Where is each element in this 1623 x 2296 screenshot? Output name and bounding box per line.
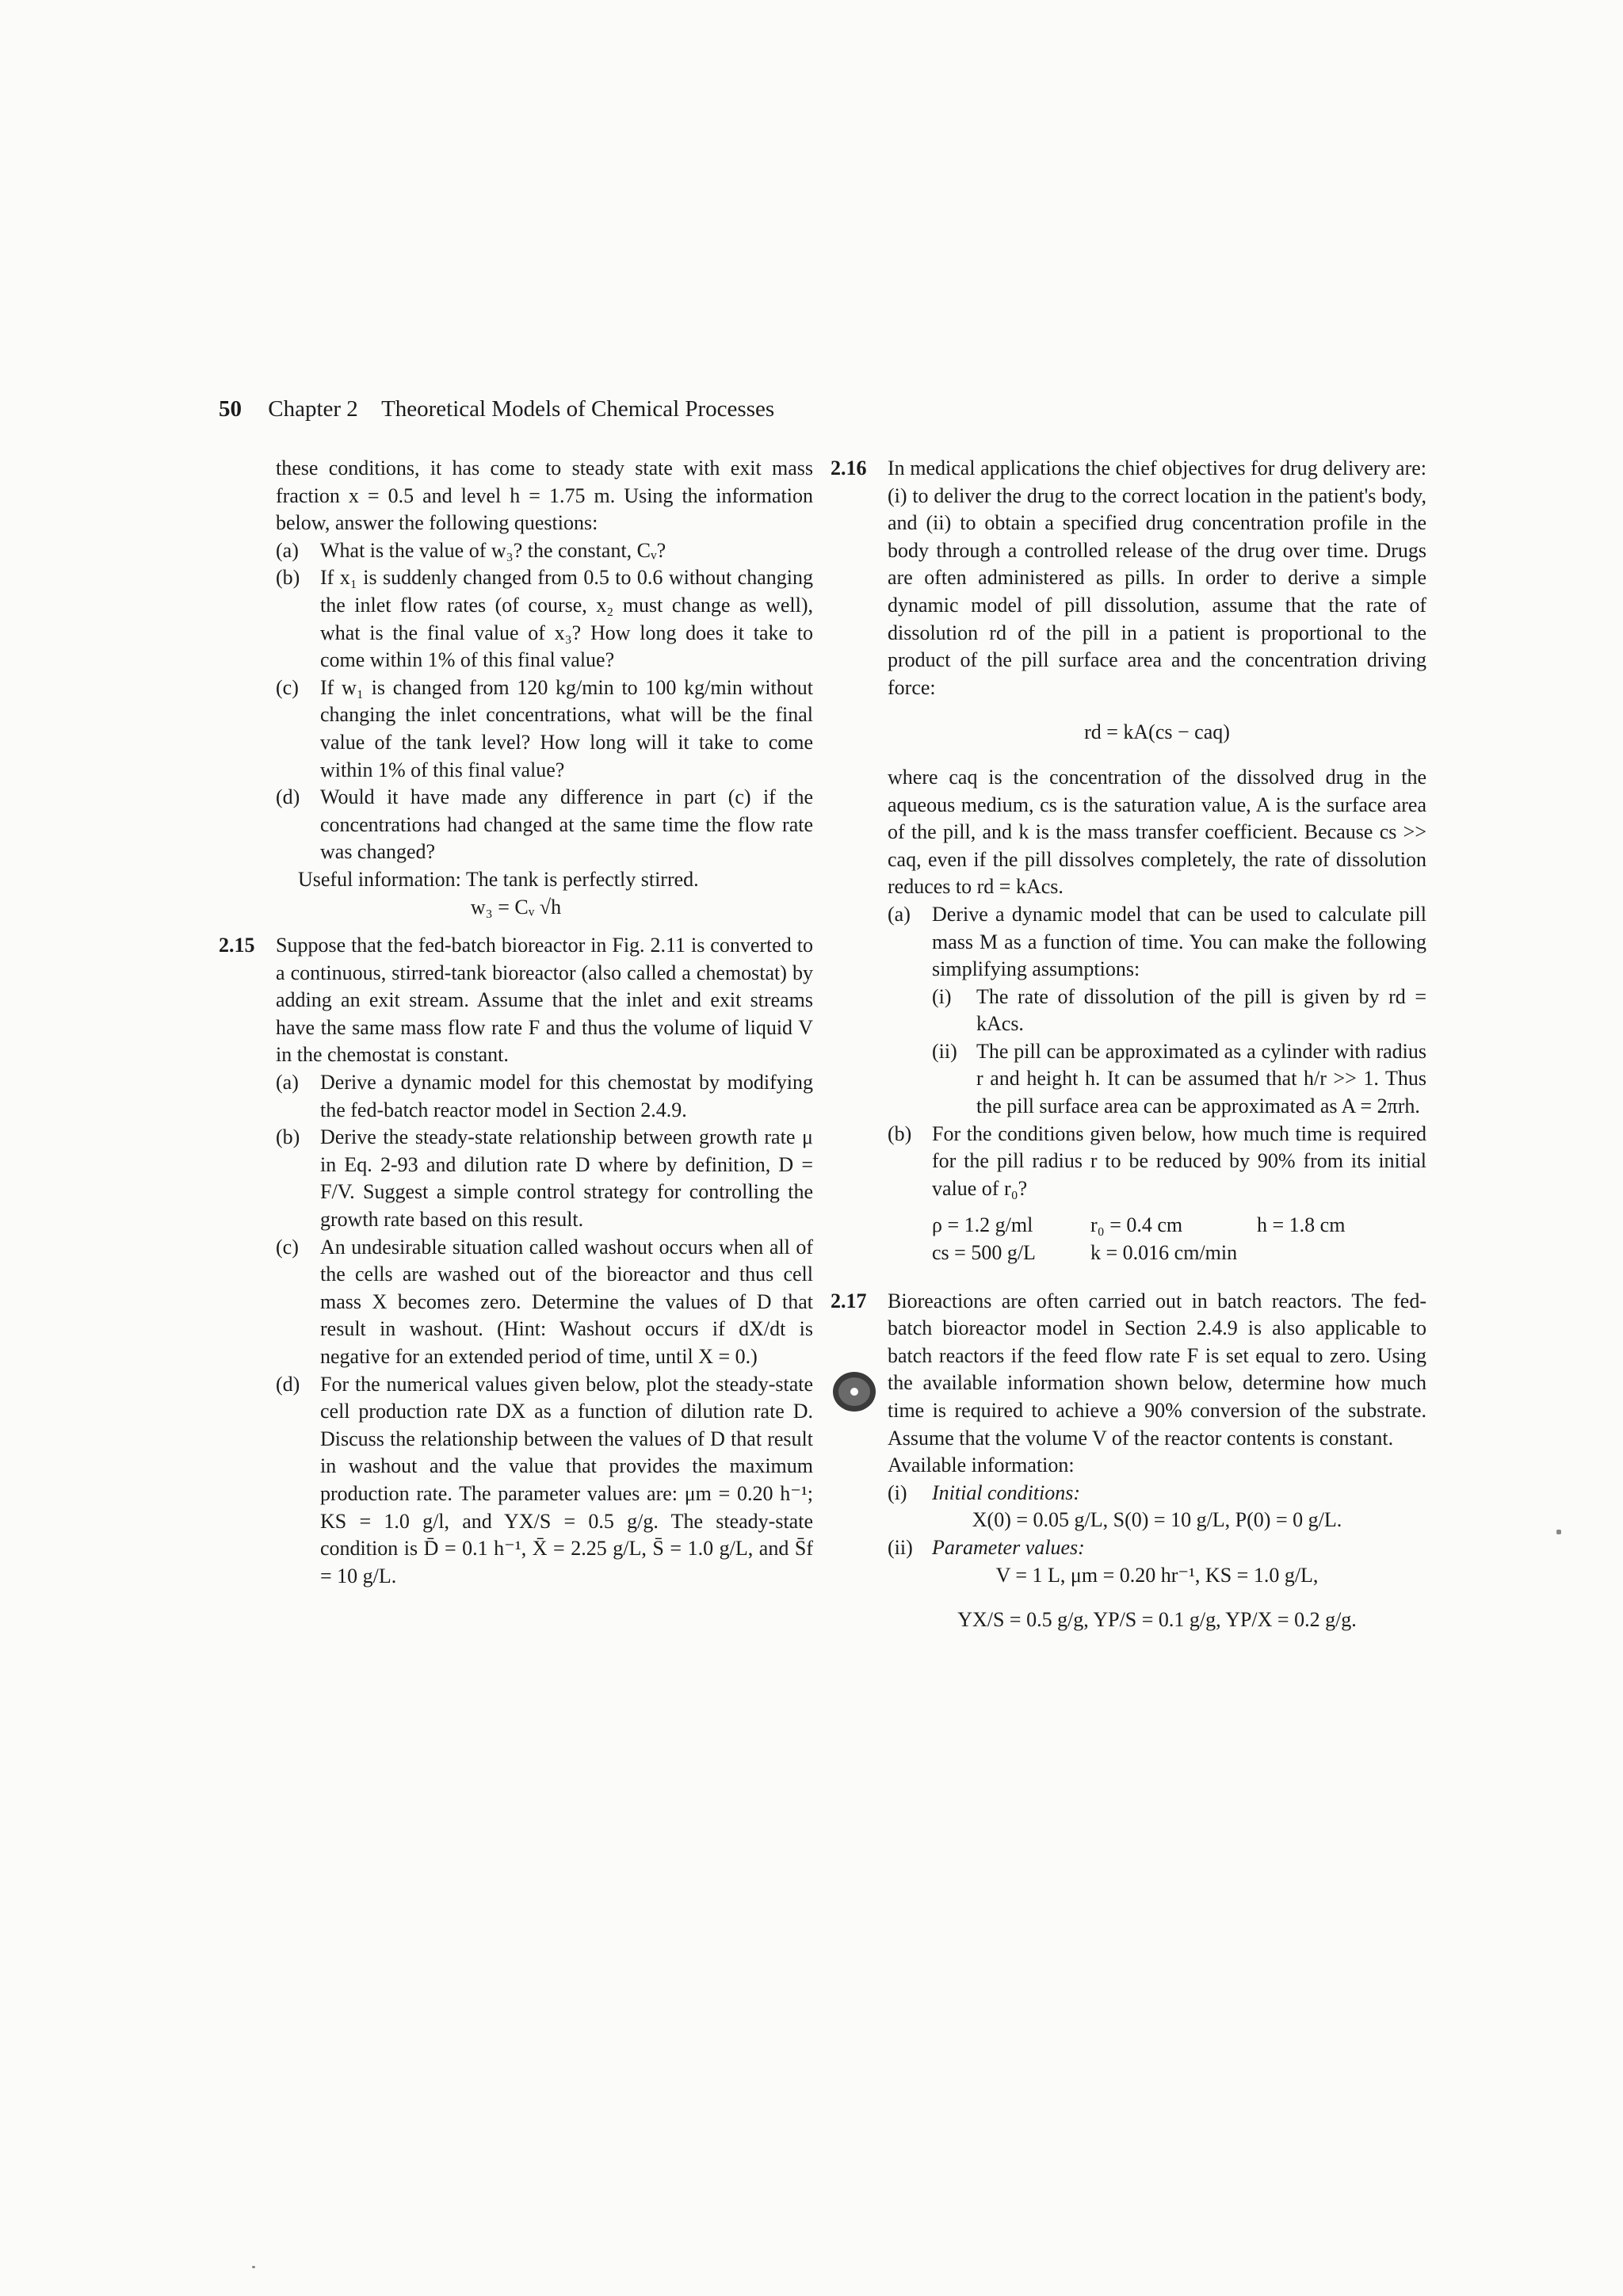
part-a: (a) Derive a dynamic model that can be used to calculate pill mass M as a function of time. You can make the following simplifying assumptions: [888,902,1426,981]
problem-text: Bioreactions are often carried out in batch reactors. The fed-batch bioreactor model in Section 2.4.9 is also applicable to batch reactors if the feed flow rate F is set equal to zero. Using the available information shown below, determine how much time is required to achieve a 90% conversion of the substrate. Assume that the volume V of the reactor contents is constant. [888,1289,1426,1450]
given-k: k = 0.016 cm/min [1090,1241,1238,1265]
problem-2-14-continued: these conditions, it has come to steady state with exit mass fraction x = 0.5 and level h = 1.75 m. Using the information below, answer the following questions: [276,457,813,535]
parameter-values-line2: YX/S = 0.5 g/g, YP/S = 0.1 g/g, YP/X = 0.2 g/g. [957,1608,1357,1632]
page-header [219,396,774,422]
problem-number: 2.16 [831,457,867,479]
part-d: (d) Would it have made any difference in part (c) if the concentrations had changed at the same time the flow rate was changed? [276,785,813,864]
scan-speck [1556,1530,1561,1534]
problem-number: 2.17 [831,1289,867,1312]
problem-2-15 [219,932,813,1590]
given-rho: ρ = 1.2 g/ml [932,1213,1033,1237]
problem-2-16 [831,455,1426,1277]
problem-text-continued: where caq is the concentration of the dissolved drug in the aqueous medium, cs is the saturation value, A is the surface area of the pill, and k is the mass transfer coefficient. Because cs >> caq, even if the pill dissolves completely, the rate of dissolution reduces to rd = kAcs. [888,765,1426,899]
cd-disc-icon [831,1368,878,1415]
useful-information: Useful information: The tank is perfectly stirred. [298,867,699,891]
scan-speck [252,2266,255,2268]
assumptions [888,984,1426,1121]
given-r0: r₀ = 0.4 cm [1090,1213,1183,1237]
part-a: (a) Derive a dynamic model for this chemostat by modifying the fed-batch reactor model in Section 2.4.9. [276,1071,813,1121]
given-h: h = 1.8 cm [1257,1213,1346,1237]
parameter-values-line1: V = 1 L, μm = 0.20 hr⁻¹, KS = 1.0 g/L, [995,1563,1319,1587]
initial-conditions: (i) Initial conditions: [888,1480,1081,1504]
parameter-values: (ii) Parameter values: [888,1535,1085,1559]
part-b: (b) For the conditions given below, how much time is required for the pill radius r to be reduced by 90% from its initial value of r₀? [888,1121,1426,1200]
problem-text: Suppose that the fed-batch bioreactor in Fig. 2.11 is converted to a continuous, stirred-tank bioreactor (also called a chemostat) by adding an exit stream. Assume that the inlet and exit streams have the same mass flow rate F and thus the volume of liquid V in the chemostat is constant. [276,934,813,1067]
part-a: (a) What is the value of w₃? the constant, Cᵥ? [276,538,666,562]
equation-w3: w₃ = Cᵥ √h [470,895,562,919]
given-values [888,1212,1426,1266]
part-c: (c) An undesirable situation called washout occurs when all of the cells are washed out of the bioreactor and thus cell mass X becomes zero. Determine the values of D that result in washout. (Hint: Washout occurs if dX/dt is negative for an extended period of time, until X = 0.) [276,1235,813,1368]
left-column [219,455,813,1590]
problem-2-14-parts [219,537,813,866]
part-c: (c) If w₁ is changed from 120 kg/min to 100 kg/min without changing the inlet concentrations, what will be the final value of the tank level? How long will it take to come within 1% of this final value? [276,675,813,781]
chapter-title: Theoretical Models of Chemical Processes [381,396,775,422]
problem-2-17 [831,1288,1426,1634]
right-column [831,455,1426,1634]
part-d: (d) For the numerical values given below, plot the steady-state cell production rate DX as a function of dilution rate D. Discuss the relationship between the values of D that result in washout and the value that provides the maximum production rate. The parameter values are: μm = 0.20 h⁻¹; KS = 1.0 g/l, and YX/S = 0.5 g/g. The steady-state condition is D̄ = 0.1 h⁻¹, X̄ = 2.25 g/L, S̄ = 1.0 g/L, and S̄f = 10 g/L. [276,1372,813,1587]
available-information: Available information: [888,1454,1075,1477]
page-number: 50 [219,396,242,422]
initial-values: X(0) = 0.05 g/L, S(0) = 10 g/L, P(0) = 0 g/L. [972,1508,1342,1532]
part-b: (b) Derive the steady-state relationship between growth rate μ in Eq. 2-93 and dilution rate D where by definition, D = F/V. Suggest a simple control strategy for controlling the growth rate based on this result. [276,1125,813,1232]
problem-text: In medical applications the chief objectives for drug delivery are: (i) to deliver the drug to the correct location in the patient's body, and (ii) to obtain a specified drug concentration profile in the body through a controlled release of the drug over time. Drugs are often administered as pills. In order to derive a simple dynamic model of pill dissolution, assume that the rate of dissolution rd of the pill in a patient is proportional to the product of the pill surface area and the concentration driving force: [888,457,1426,699]
chapter-label: Chapter 2 [268,396,358,422]
equation-rd: rd = kA(cs − caq) [1084,720,1230,744]
problem-number: 2.15 [219,934,255,957]
given-cs: cs = 500 g/L [932,1241,1036,1265]
part-b: (b) If x₁ is suddenly changed from 0.5 to 0.6 without changing the inlet flow rates (of course, x₂ must change as well), what is the final value of x₃? How long does it take to come within 1% of this final value? [276,566,813,672]
assumption-i: (i) The rate of dissolution of the pill is given by rd = kAcs. [932,984,1426,1036]
given-empty [1257,1240,1426,1267]
assumption-ii: (ii) The pill can be approximated as a cylinder with radius r and height h. It can be assumed that h/r >> 1. Thus the pill surface area can be approximated as A = 2πrh. [932,1039,1426,1118]
